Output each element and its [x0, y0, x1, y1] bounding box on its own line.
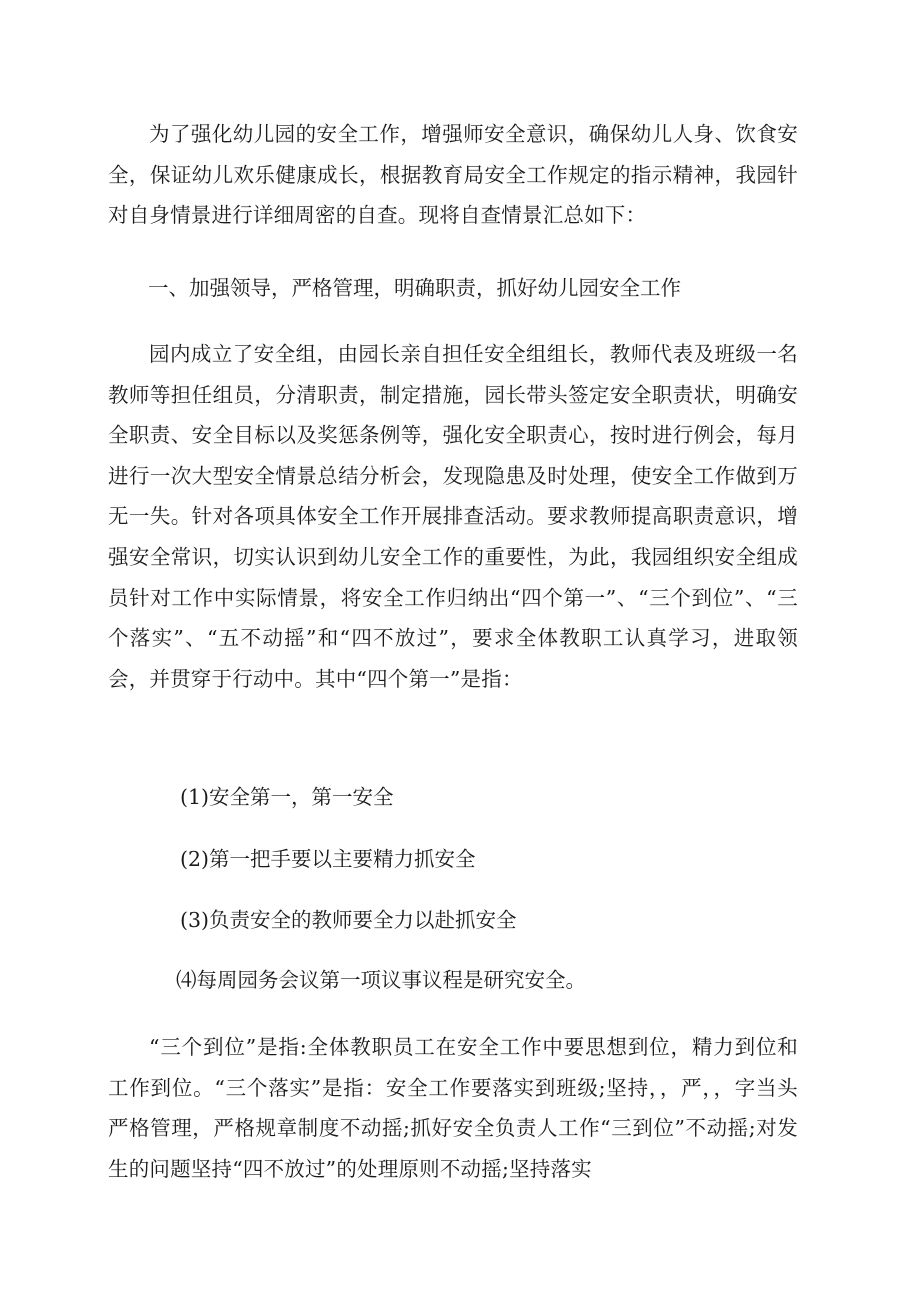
list-item: (3)负责安全的教师要全力以赴抓安全 — [180, 908, 517, 932]
section-heading: 一、加强领导，严格管理，明确职责，抓好幼儿园安全工作 — [148, 276, 681, 300]
list-item: (1)安全第一，第一安全 — [180, 785, 394, 809]
body-paragraph-2: “三个到位”是指:全体教职员工在安全工作中要思想到位，精力到位和工作到位。“三个落实”是指：安全工作要落实到班级;坚持，，严，，字当头严格管理，严格规章制度不动摇;抓好安全负责人工作“三到位”不动摇;对发生的问题坚持“四不放过”的处理原则不动摇;坚持落实 — [108, 1035, 798, 1181]
list-item: (2)第一把手要以主要精力抓安全 — [180, 847, 476, 871]
list-item: ⑷每周园务会议第一项议事议程是研究安全。 — [176, 968, 586, 992]
body-paragraph-1: 园内成立了安全组，由园长亲自担任安全组组长，教师代表及班级一名教师等担任组员，分清职责，制定措施，园长带头签定安全职责状，明确安全职责、安全目标以及奖惩条例等，强化安全职责心，按时进行例会，每月进行一次大型安全情景总结分析会，发现隐患及时处理，使安全工作做到万无一失。针对各项具体安全工作开展排查活动。要求教师提高职责意识，增强安全常识，切实认识到幼儿安全工作的重要性，为此，我园组织安全组成员针对工作中实际情景，将安全工作归纳出“四个第一”、“三个到位”、“三个落实”、“五不动摇”和“四不放过”，要求全体教职工认真学习，进取领会，并贯穿于行动中。其中“四个第一”是指： — [108, 342, 798, 691]
intro-paragraph: 为了强化幼儿园的安全工作，增强师安全意识，确保幼儿人身、饮食安全，保证幼儿欢乐健康成长，根据教育局安全工作规定的指示精神，我园针对自身情景进行详细周密的自查。现将自查情景汇总如下： — [108, 122, 798, 228]
